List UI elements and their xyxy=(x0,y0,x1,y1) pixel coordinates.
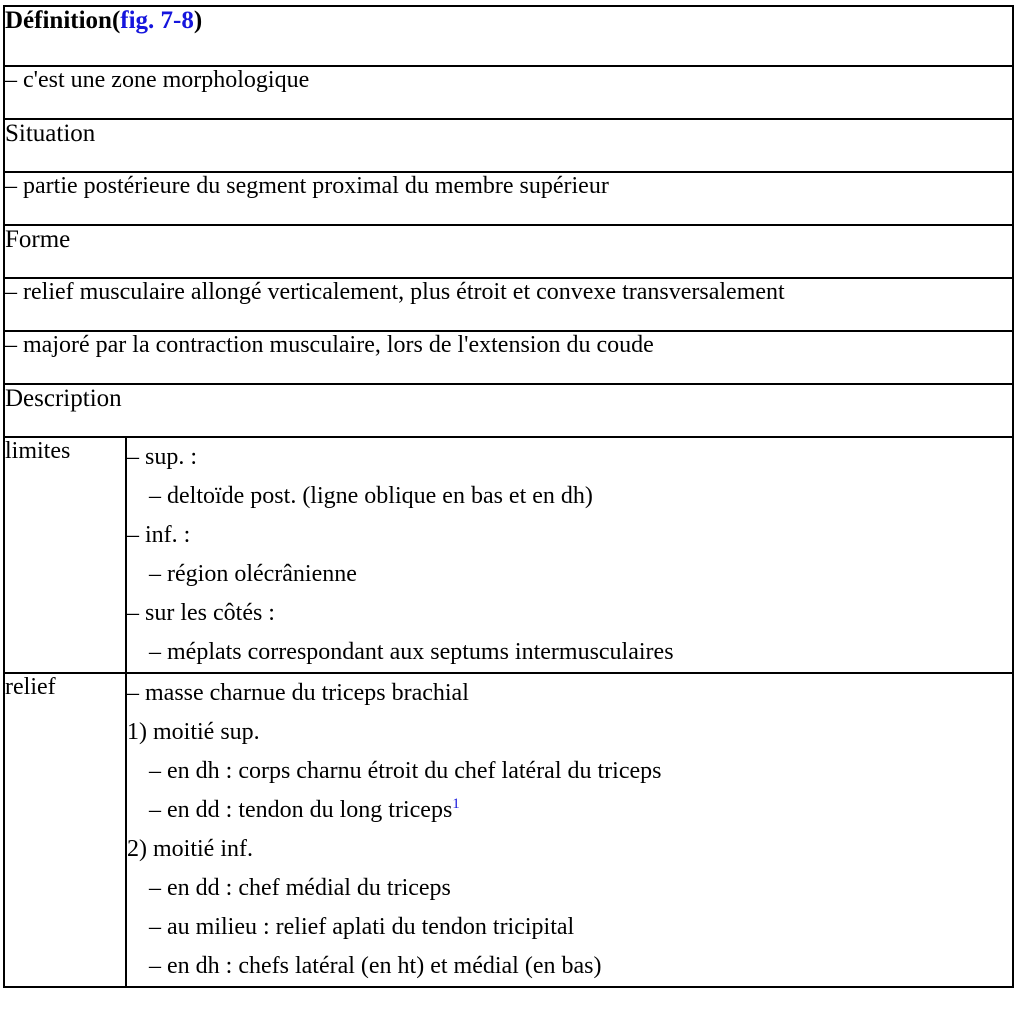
detail-line xyxy=(127,477,1012,516)
paren-open: ( xyxy=(111,7,121,34)
detail-line xyxy=(127,752,1012,791)
forme-bullet-1: – relief musculaire allongé verticalement, plus étroit et convexe transversalement xyxy=(4,278,1013,331)
forme-bullet-2: – majoré par la contraction musculaire, lors de l'extension du coude xyxy=(4,331,1013,384)
detail-line xyxy=(127,555,1012,594)
detail-line-text: – deltoïde post. (ligne oblique en bas et en dh) xyxy=(149,483,593,509)
table-row-section-forme xyxy=(4,225,1013,278)
table-row-situation-bullet xyxy=(4,172,1013,225)
detail-line-text: – méplats correspondant aux septums intermusculaires xyxy=(149,639,674,665)
table-row-section-description xyxy=(4,384,1013,437)
detail-line-text: – masse charnue du triceps brachial xyxy=(127,680,469,706)
row-label-relief: relief xyxy=(4,673,126,987)
table-row-forme-bullet-2 xyxy=(4,331,1013,384)
detail-line xyxy=(127,791,1012,830)
detail-line-text: – sup. : xyxy=(127,444,198,470)
detail-line xyxy=(127,516,1012,555)
detail-line xyxy=(127,908,1012,947)
definition-title-label: Définition xyxy=(5,7,112,34)
detail-line xyxy=(127,674,1012,713)
table-row-section-situation xyxy=(4,119,1013,172)
detail-line-text: 1) moitié sup. xyxy=(127,719,260,745)
table-row-definition-bullet xyxy=(4,66,1013,119)
situation-bullet-1: – partie postérieure du segment proximal du membre supérieur xyxy=(4,172,1013,225)
table-row-title xyxy=(4,6,1013,66)
row-detail-relief xyxy=(126,673,1013,987)
detail-line-text: – au milieu : relief aplati du tendon tricipital xyxy=(149,914,575,940)
detail-line-text: – en dh : corps charnu étroit du chef latéral du triceps xyxy=(149,758,662,784)
table-row-forme-bullet-1 xyxy=(4,278,1013,331)
detail-line-text: – sur les côtés : xyxy=(127,600,275,626)
definition-title-cell xyxy=(4,6,1013,66)
section-header-situation: Situation xyxy=(4,119,1013,172)
detail-line xyxy=(127,713,1012,752)
footnote-marker[interactable]: 1 xyxy=(452,796,460,812)
detail-line xyxy=(127,594,1012,633)
detail-line xyxy=(127,947,1012,986)
detail-line-text: – région olécrânienne xyxy=(149,561,357,587)
detail-line xyxy=(127,438,1012,477)
detail-line-text: – en dd : tendon du long triceps xyxy=(149,797,453,823)
limites-line-list xyxy=(127,438,1012,672)
detail-line xyxy=(127,633,1012,672)
detail-line-text: – en dd : chef médial du triceps xyxy=(149,875,451,901)
anatomy-definition-table xyxy=(3,5,1014,988)
detail-line-text: 2) moitié inf. xyxy=(127,836,253,862)
section-header-description: Description xyxy=(4,384,1013,437)
detail-line-text: – inf. : xyxy=(127,522,191,548)
detail-line xyxy=(127,830,1012,869)
row-detail-limites xyxy=(126,437,1013,673)
section-header-forme: Forme xyxy=(4,225,1013,278)
relief-line-list xyxy=(127,674,1012,986)
definition-bullet-cell: – c'est une zone morphologique xyxy=(4,66,1013,119)
detail-line xyxy=(127,869,1012,908)
detail-line-text: – en dh : chefs latéral (en ht) et médial (en bas) xyxy=(149,953,602,979)
paren-close: ) xyxy=(193,7,203,34)
table-row-limites xyxy=(4,437,1013,673)
row-label-limites: limites xyxy=(4,437,126,673)
table-row-relief xyxy=(4,673,1013,987)
figure-reference-link[interactable]: fig. 7-8 xyxy=(120,7,194,34)
